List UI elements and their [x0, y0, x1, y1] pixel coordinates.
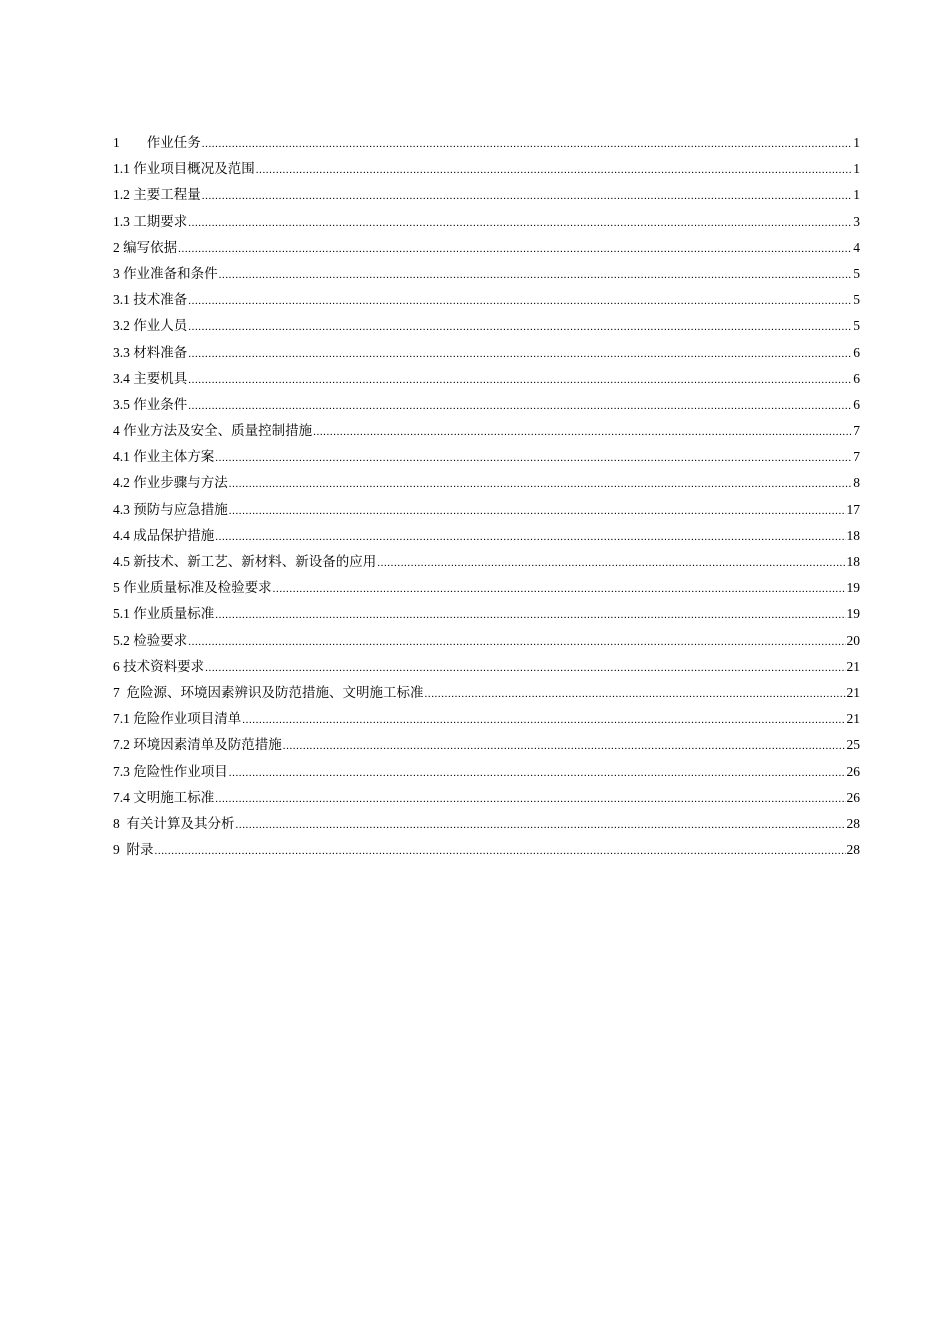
- toc-entry-page: 18: [846, 527, 860, 543]
- toc-entry-title: 4.3 预防与应急措施: [113, 501, 228, 517]
- toc-entry[interactable]: [113, 209, 860, 235]
- toc-entry[interactable]: [113, 523, 860, 549]
- toc-dot-leader: [178, 236, 852, 262]
- toc-entry[interactable]: [113, 261, 860, 287]
- toc-entry-page: 6: [853, 396, 860, 412]
- toc-entry[interactable]: [113, 470, 860, 496]
- toc-dot-leader: [229, 498, 846, 524]
- toc-entry[interactable]: [113, 313, 860, 339]
- toc-entry[interactable]: [113, 601, 860, 627]
- toc-dot-leader: [188, 210, 852, 236]
- toc-entry-page: 28: [846, 842, 860, 858]
- toc-dot-leader: [188, 288, 852, 314]
- toc-entry[interactable]: [113, 785, 860, 811]
- toc-dot-leader: [273, 576, 846, 602]
- toc-entry-page: 25: [846, 737, 860, 753]
- toc-entry-title: 2 编写依据: [113, 239, 178, 255]
- toc-entry[interactable]: [113, 130, 860, 156]
- toc-entry-title: 5 作业质量标准及检验要求: [113, 580, 272, 596]
- toc-dot-leader: [202, 131, 853, 157]
- toc-dot-leader: [215, 524, 845, 550]
- toc-entry-title: 4.5 新技术、新工艺、新材料、新设备的应用: [113, 554, 377, 569]
- toc-entry[interactable]: [113, 575, 860, 601]
- toc-dot-leader: [283, 733, 846, 759]
- toc-entry-title: 7.1 危险作业项目清单: [113, 711, 242, 727]
- toc-entry-title: 1 作业任务: [113, 135, 201, 150]
- toc-dot-leader: [155, 838, 846, 864]
- toc-entry[interactable]: [113, 497, 860, 523]
- toc-entry-page: 1: [853, 187, 860, 203]
- toc-entry[interactable]: [113, 182, 860, 208]
- toc-entry-title: 6 技术资料要求: [113, 658, 205, 674]
- toc-dot-leader: [236, 812, 846, 838]
- toc-entry[interactable]: [113, 340, 860, 366]
- toc-entry-page: 21: [846, 711, 860, 727]
- toc-dot-leader: [202, 183, 853, 209]
- toc-entry-page: 5: [853, 265, 860, 281]
- toc-dot-leader: [188, 314, 852, 340]
- toc-entry-page: 8: [853, 475, 860, 491]
- toc-dot-leader: [215, 602, 845, 628]
- toc-entry-page: 1: [853, 135, 860, 150]
- toc-dot-leader: [215, 786, 845, 812]
- toc-entry[interactable]: [113, 549, 860, 575]
- toc-entry-title: 4.2 作业步骤与方法: [113, 475, 228, 491]
- toc-entry-page: 20: [846, 632, 860, 648]
- toc-dot-leader: [188, 341, 852, 367]
- toc-entry-title: 4 作业方法及安全、质量控制措施: [113, 423, 313, 439]
- table-of-contents: [113, 130, 860, 863]
- toc-dot-leader: [219, 262, 853, 288]
- toc-entry-page: 26: [846, 763, 860, 779]
- toc-dot-leader: [229, 760, 846, 786]
- toc-entry-title: 7.3 危险性作业项目: [113, 763, 228, 779]
- toc-entry-title: 3.5 作业条件: [113, 396, 188, 412]
- toc-dot-leader: [425, 681, 846, 707]
- toc-dot-leader: [188, 393, 852, 419]
- toc-entry-title: 3.1 技术准备: [113, 292, 188, 308]
- toc-entry-page: 17: [846, 501, 860, 517]
- toc-entry-title: 7.4 文明施工标准: [113, 789, 215, 805]
- toc-entry-page: 6: [853, 370, 860, 386]
- toc-dot-leader: [205, 655, 845, 681]
- toc-entry[interactable]: [113, 418, 860, 444]
- toc-entry-page: 28: [846, 815, 860, 831]
- toc-entry[interactable]: [113, 235, 860, 261]
- toc-entry-title: 1.2 主要工程量: [113, 187, 201, 203]
- toc-dot-leader: [377, 550, 845, 576]
- toc-entry-title: 3.4 主要机具: [113, 370, 188, 386]
- toc-entry-title: 4.1 作业主体方案: [113, 449, 215, 465]
- toc-entry[interactable]: [113, 837, 860, 863]
- toc-entry[interactable]: [113, 628, 860, 654]
- toc-entry-page: 5: [853, 318, 860, 334]
- toc-dot-leader: [256, 157, 853, 183]
- toc-entry-page: 21: [846, 684, 860, 700]
- toc-entry[interactable]: [113, 811, 860, 837]
- toc-dot-leader: [188, 367, 852, 393]
- toc-entry-page: 18: [846, 554, 860, 569]
- toc-entry[interactable]: [113, 366, 860, 392]
- toc-entry[interactable]: [113, 759, 860, 785]
- toc-entry[interactable]: [113, 654, 860, 680]
- toc-entry-title: 8 有关计算及其分析: [113, 815, 235, 831]
- toc-entry-page: 6: [853, 344, 860, 360]
- toc-entry[interactable]: [113, 706, 860, 732]
- toc-dot-leader: [215, 445, 852, 471]
- toc-entry-page: 1: [853, 161, 860, 177]
- toc-entry-page: 3: [853, 213, 860, 229]
- toc-entry-title: 3.3 材料准备: [113, 344, 188, 360]
- toc-entry-title: 4.4 成品保护措施: [113, 527, 215, 543]
- toc-dot-leader: [188, 629, 845, 655]
- toc-entry[interactable]: [113, 444, 860, 470]
- toc-entry[interactable]: [113, 680, 860, 706]
- toc-entry-page: 21: [846, 658, 860, 674]
- toc-entry-title: 1.1 作业项目概况及范围: [113, 161, 255, 177]
- toc-entry-title: 7 危险源、环境因素辨识及防范措施、文明施工标准: [113, 684, 424, 700]
- toc-entry-title: 7.2 环境因素清单及防范措施: [113, 737, 282, 753]
- toc-dot-leader: [313, 419, 852, 445]
- toc-entry-page: 26: [846, 789, 860, 805]
- toc-dot-leader: [242, 707, 845, 733]
- toc-entry-page: 19: [846, 606, 860, 622]
- toc-entry-title: 5.1 作业质量标准: [113, 606, 215, 622]
- toc-entry-page: 7: [853, 423, 860, 439]
- toc-dot-leader: [229, 471, 853, 497]
- toc-entry-title: 9 附录: [113, 842, 154, 858]
- toc-entry[interactable]: [113, 392, 860, 418]
- toc-entry-page: 19: [846, 580, 860, 596]
- toc-entry-page: 7: [853, 449, 860, 465]
- toc-entry-page: 4: [853, 239, 860, 255]
- toc-entry[interactable]: [113, 287, 860, 313]
- toc-entry-title: 5.2 检验要求: [113, 632, 188, 648]
- toc-entry-title: 3.2 作业人员: [113, 318, 188, 334]
- toc-entry-page: 5: [853, 292, 860, 308]
- toc-entry[interactable]: [113, 732, 860, 758]
- toc-entry-title: 3 作业准备和条件: [113, 265, 218, 281]
- toc-entry[interactable]: [113, 156, 860, 182]
- toc-entry-title: 1.3 工期要求: [113, 213, 188, 229]
